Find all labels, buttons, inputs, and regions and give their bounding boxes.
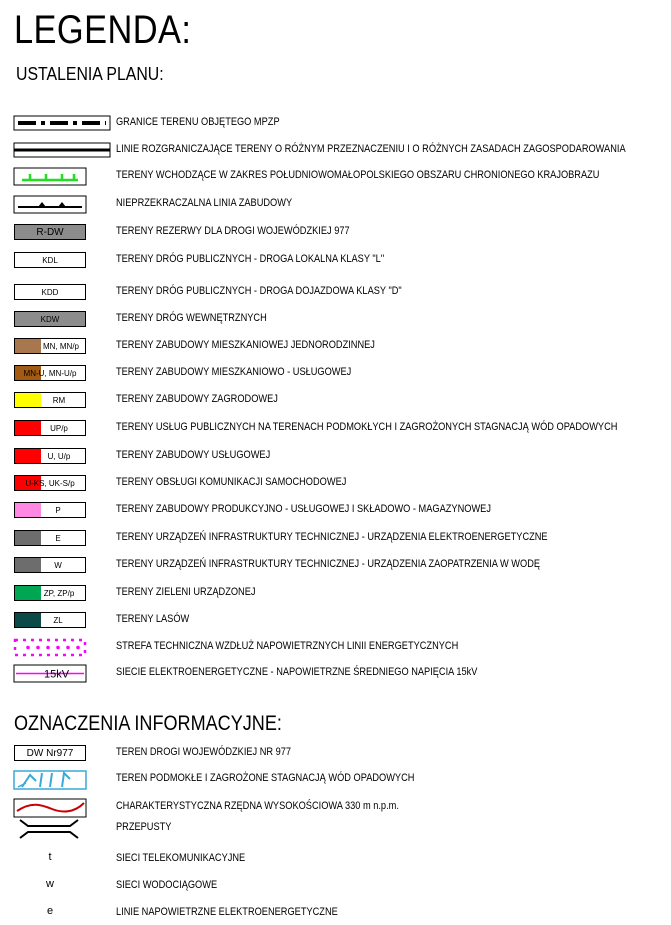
mn-code-box [14,338,86,354]
legend-row-kdw [0,309,671,331]
legend-row-boundary [0,113,671,135]
zl-code-label: ZL [53,615,63,625]
rm-code-box [14,392,86,408]
info-text: LINIE NAPOWIETRZNE ELEKTROENERGETYCZNE [116,906,338,918]
legend-text: TERENY LASÓW [116,613,190,625]
boundary-line-symbol [12,113,112,133]
kdl-code-box: KDL [14,252,86,268]
legend-row-kdd [0,282,671,304]
legend-row-building-line [0,194,671,216]
legend-text: TERENY URZĄDZEŃ INFRASTRUKTURY TECHNICZNEJ - URZĄDZENIA ELEKTROENERGETYCZNE [116,531,548,543]
legend-row-w [0,555,671,577]
power-line-15kv-symbol [12,663,112,685]
legend-text: TERENY REZERWY DLA DROGI WOJEWÓDZKIEJ 977 [116,225,350,237]
telecom-code: t [48,851,52,863]
e-code-box [14,530,86,546]
legend-row-technical-zone [0,637,671,659]
power-code: e [46,905,54,917]
technical-zone-symbol [12,637,112,659]
kdw-code-box: KDW [14,311,86,327]
dividing-line-symbol [12,140,112,160]
w-code-label: W [54,560,62,570]
legend-text: TERENY USŁUG PUBLICZNYCH NA TERENACH PODMOKŁYCH I ZAGROŻONYCH STAGNACJĄ WÓD OPADOWYCH [116,421,618,433]
dw-code-box: DW Nr977 [14,745,86,761]
legend-text: STREFA TECHNICZNA WZDŁUŻ NAPOWIETRZNYCH LINII ENERGETYCZNYCH [116,640,459,652]
legend-row-p [0,500,671,522]
info-row-telecom [0,849,671,871]
u-code-box [14,448,86,464]
mnu-code-label: MN-U, MN-U/p [23,368,77,378]
legend-text: TERENY ZABUDOWY MIESZKANIOWEJ JEDNORODZINNEJ [116,339,375,351]
legend-row-protected-landscape [0,166,671,188]
info-text: SIECI WODOCIĄGOWE [116,879,218,891]
info-text: PRZEPUSTY [116,821,172,833]
legend-text: TERENY ZABUDOWY ZAGRODOWEJ [116,393,278,405]
u-code-label: U, U/p [47,451,71,461]
legend-row-mnu [0,363,671,385]
legend-row-zl [0,610,671,632]
info-row-dw [0,743,671,765]
info-heading: OZNACZENIA INFORMACYJNE: [14,712,282,735]
info-text: CHARAKTERYSTYCZNA RZĘDNA WYSOKOŚCIOWA 330 m n.p.m. [116,800,399,812]
info-row-power [0,903,671,925]
legend-text: TERENY DRÓG WEWNĘTRZNYCH [116,312,267,324]
legend-text: TERENY ZABUDOWY USŁUGOWEJ [116,449,271,461]
legend-row-e [0,528,671,550]
info-row-culvert [0,818,671,840]
mn-code-label: MN, MN/p [43,341,79,351]
info-row-elevation [0,797,671,819]
legend-text: TERENY DRÓG PUBLICZNYCH - DROGA DOJAZDOWA KLASY "D" [116,285,402,297]
legend-row-dividing-lines [0,140,671,162]
legend-row-kdl [0,250,671,272]
legend-row-zp [0,583,671,605]
uks-code-label: U-KS, UK-S/p [25,478,75,488]
p-code-box [14,502,86,518]
legend-text: LINIE ROZGRANICZAJĄCE TERENY O RÓŻNYM PRZEZNACZENIU I O RÓŻNYCH ZASADACH ZAGOSPODAROWANIA [116,143,626,155]
w-code-box [14,557,86,573]
legend-text: TERENY ZABUDOWY MIESZKANIOWO - USŁUGOWEJ [116,366,352,378]
e-code-label: E [55,533,61,543]
zp-code-label: ZP, ZP/p [43,588,75,598]
kdd-code-box: KDD [14,284,86,300]
wetland-symbol [12,769,112,791]
rdw-code-box: R-DW [14,224,86,240]
legend-row-15kv [0,663,671,685]
legend-row-uks [0,473,671,495]
culvert-symbol [12,818,112,842]
zl-code-box [14,612,86,628]
legend-row-rm [0,390,671,412]
legend-title: LEGENDA: [14,8,192,52]
legend-text: TERENY WCHODZĄCE W ZAKRES POŁUDNIOWOMAŁOPOLSKIEGO OBSZARU CHRONIONEGO KRAJOBRAZU [116,169,600,181]
building-line-symbol [12,194,112,216]
plan-settings-heading: USTALENIA PLANU: [16,64,164,84]
legend-text: GRANICE TERENU OBJĘTEGO MPZP [116,116,280,128]
rm-code-label: RM [52,395,66,405]
legend-row-up [0,418,671,440]
zp-code-box [14,585,86,601]
legend-text: TERENY DRÓG PUBLICZNYCH - DROGA LOKALNA KLASY "L" [116,253,385,265]
info-text: SIECI TELEKOMUNIKACYJNE [116,852,246,864]
legend-text: TERENY OBSŁUGI KOMUNIKACJI SAMOCHODOWEJ [116,476,347,488]
legend-text: SIECIE ELEKTROENERGETYCZNE - NAPOWIETRZNE ŚREDNIEGO NAPIĘCIA 15kV [116,666,478,678]
legend-text: NIEPRZEKRACZALNA LINIA ZABUDOWY [116,197,293,209]
p-code-label: P [55,505,61,515]
up-code-box [14,420,86,436]
legend-text: TERENY URZĄDZEŃ INFRASTRUKTURY TECHNICZNEJ - URZĄDZENIA ZAOPATRZENIA W WODĘ [116,558,541,570]
info-text: TEREN PODMOKŁE I ZAGROŻONE STAGNACJĄ WÓD OPADOWYCH [116,772,415,784]
legend-row-u [0,446,671,468]
info-row-water [0,876,671,898]
legend-text: TERENY ZABUDOWY PRODUKCYJNO - USŁUGOWEJ I SKŁADOWO - MAGAZYNOWEJ [116,503,491,515]
legend-row-rdw [0,222,671,244]
power-line-15kv-code: 15kV [44,668,70,681]
protected-landscape-symbol [12,166,112,188]
mnu-code-box [14,365,86,381]
info-text: TEREN DROGI WOJEWÓDZKIEJ NR 977 [116,746,292,758]
elevation-line-symbol [12,797,112,819]
info-row-wetland [0,769,671,791]
up-code-label: UP/p [50,423,68,433]
legend-text: TERENY ZIELENI URZĄDZONEJ [116,586,256,598]
legend-row-mn [0,336,671,358]
uks-code-box [14,475,86,491]
water-code: w [46,878,54,890]
